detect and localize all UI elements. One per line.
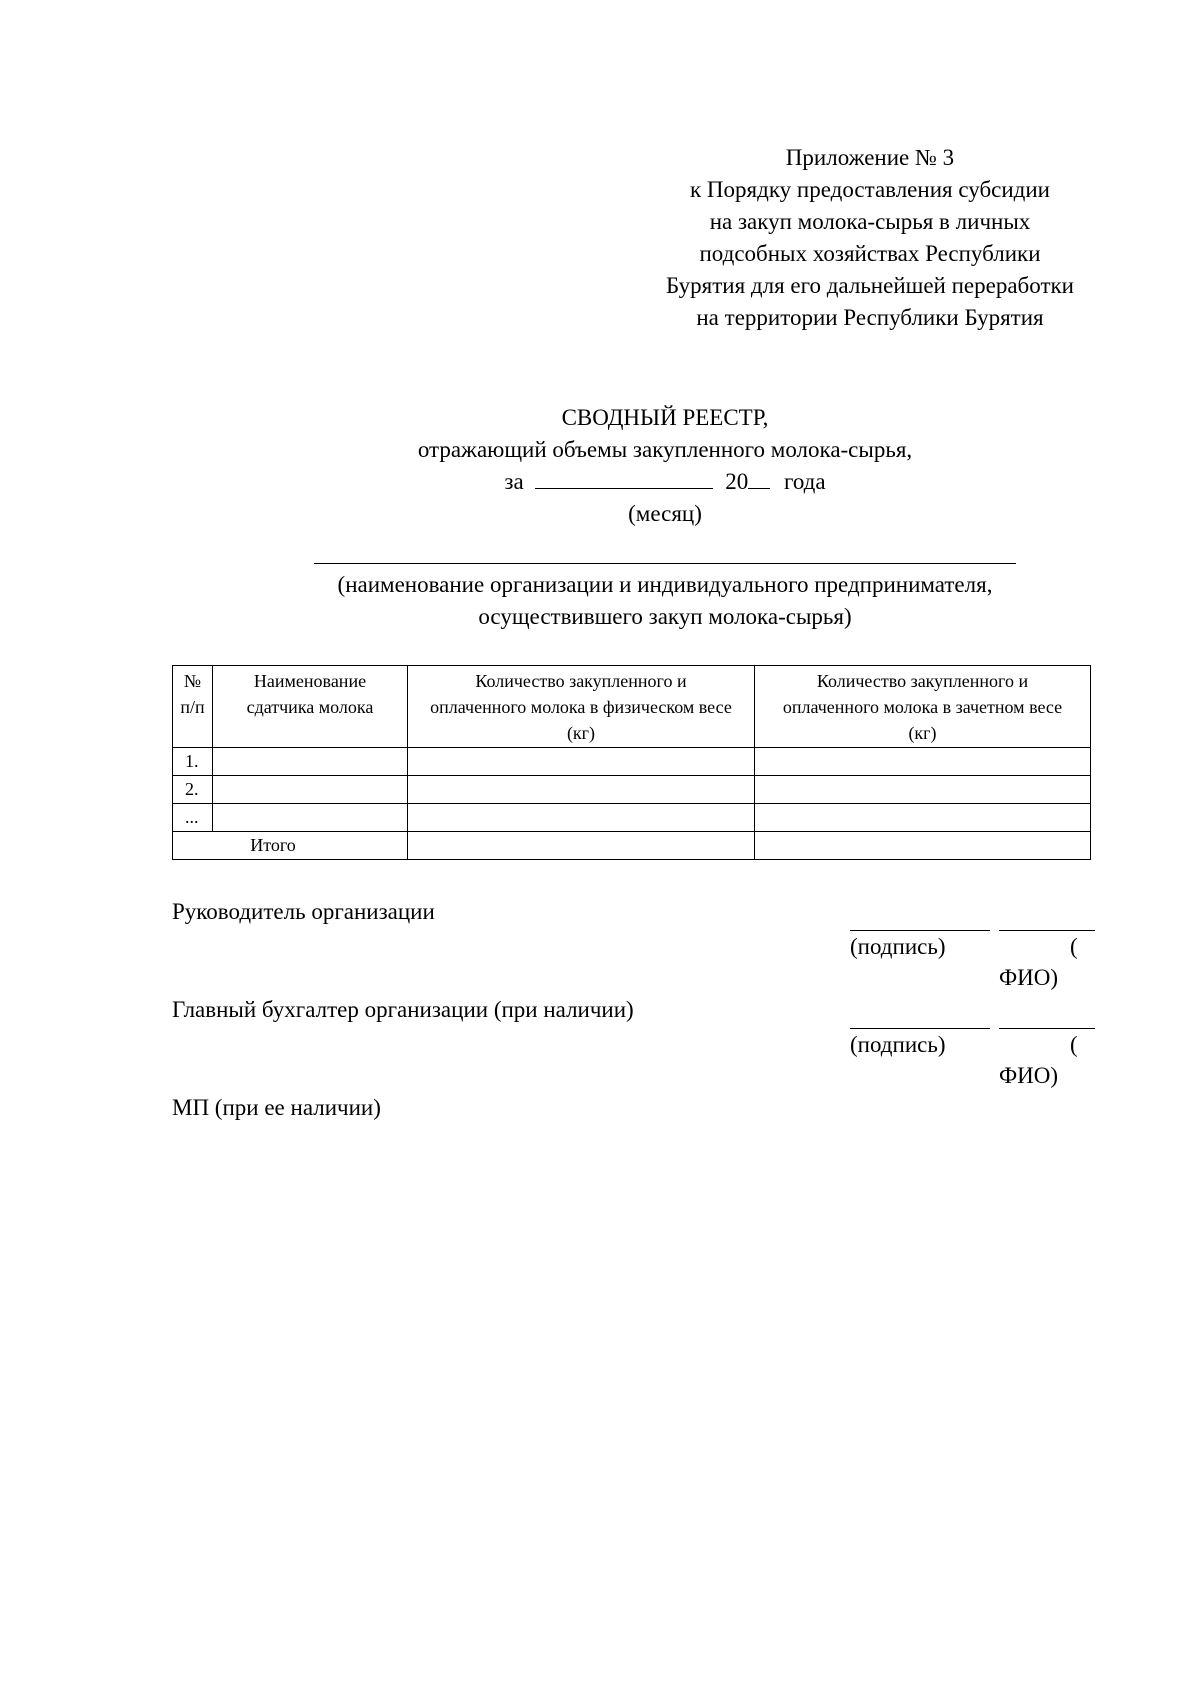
year-blank-field[interactable] <box>748 466 770 489</box>
period-suffix: года <box>783 469 826 494</box>
organization-caption <box>0 569 1200 633</box>
appendix-line: к Порядку предоставления субсидии <box>690 177 1050 202</box>
accountant-name-blank[interactable] <box>999 1028 1095 1029</box>
organization-caption-line: (наименование организации и индивидуального предпринимателя, <box>337 572 993 597</box>
physical-weight-cell[interactable] <box>408 776 755 804</box>
table-row <box>173 776 1091 804</box>
table-header-row <box>173 666 1091 748</box>
total-credit-weight-cell[interactable] <box>755 832 1091 860</box>
table-total-row <box>173 832 1091 860</box>
header-credit-weight: Количество закупленного и оплаченного молока в зачетном весе (кг) <box>755 666 1091 748</box>
supplier-cell[interactable] <box>213 804 408 832</box>
head-signature-caption: (подпись) <box>850 934 946 959</box>
title-block <box>0 402 1200 530</box>
chief-accountant-label: Главный бухгалтер организации (при наличии) <box>172 997 634 1022</box>
period-line <box>0 466 1200 498</box>
head-of-organization-label: Руководитель организации <box>172 899 435 924</box>
header-physical-weight: Количество закупленного и оплаченного молока в физическом весе (кг) <box>408 666 755 748</box>
accountant-name-caption-open: ( <box>1070 1032 1078 1057</box>
document-title: СВОДНЫЙ РЕЕСТР, <box>561 405 769 430</box>
document-subtitle: отражающий объемы закупленного молока-сырья, <box>417 437 913 462</box>
period-prefix: за <box>504 469 524 494</box>
total-label: Итого <box>173 832 408 860</box>
head-name-blank[interactable] <box>999 930 1095 931</box>
organization-name-blank[interactable] <box>314 563 1016 564</box>
appendix-line: на закуп молока-сырья в личных <box>709 209 1031 234</box>
physical-weight-cell[interactable] <box>408 748 755 776</box>
accountant-name-caption: ФИО) <box>999 1063 1059 1088</box>
header-number: № п/п <box>173 666 213 748</box>
row-number: ... <box>173 804 213 832</box>
period-year: 20 <box>725 469 749 494</box>
appendix-line: Приложение № 3 <box>785 145 955 170</box>
month-blank-field[interactable] <box>535 466 713 489</box>
physical-weight-cell[interactable] <box>408 804 755 832</box>
credit-weight-cell[interactable] <box>755 776 1091 804</box>
appendix-line: Бурятия для его дальнейшей переработки <box>666 273 1074 298</box>
organization-caption-line: осуществившего закуп молока-сырья) <box>478 604 852 629</box>
accountant-signature-caption: (подпись) <box>850 1032 946 1057</box>
appendix-line: подсобных хозяйствах Республики <box>699 241 1041 266</box>
head-name-caption-open: ( <box>1070 934 1078 959</box>
total-physical-weight-cell[interactable] <box>408 832 755 860</box>
supplier-cell[interactable] <box>213 748 408 776</box>
appendix-block <box>620 142 1120 334</box>
month-caption: (месяц) <box>628 501 702 526</box>
stamp-label: МП (при ее наличии) <box>172 1095 381 1120</box>
table-row <box>173 748 1091 776</box>
supplier-cell[interactable] <box>213 776 408 804</box>
credit-weight-cell[interactable] <box>755 748 1091 776</box>
table-row <box>173 804 1091 832</box>
head-name-caption: ФИО) <box>999 965 1059 990</box>
appendix-line: на территории Республики Бурятия <box>696 305 1044 330</box>
registry-table <box>172 665 1091 860</box>
header-supplier-name: Наименование сдатчика молока <box>213 666 408 748</box>
row-number: 2. <box>173 776 213 804</box>
credit-weight-cell[interactable] <box>755 804 1091 832</box>
row-number: 1. <box>173 748 213 776</box>
